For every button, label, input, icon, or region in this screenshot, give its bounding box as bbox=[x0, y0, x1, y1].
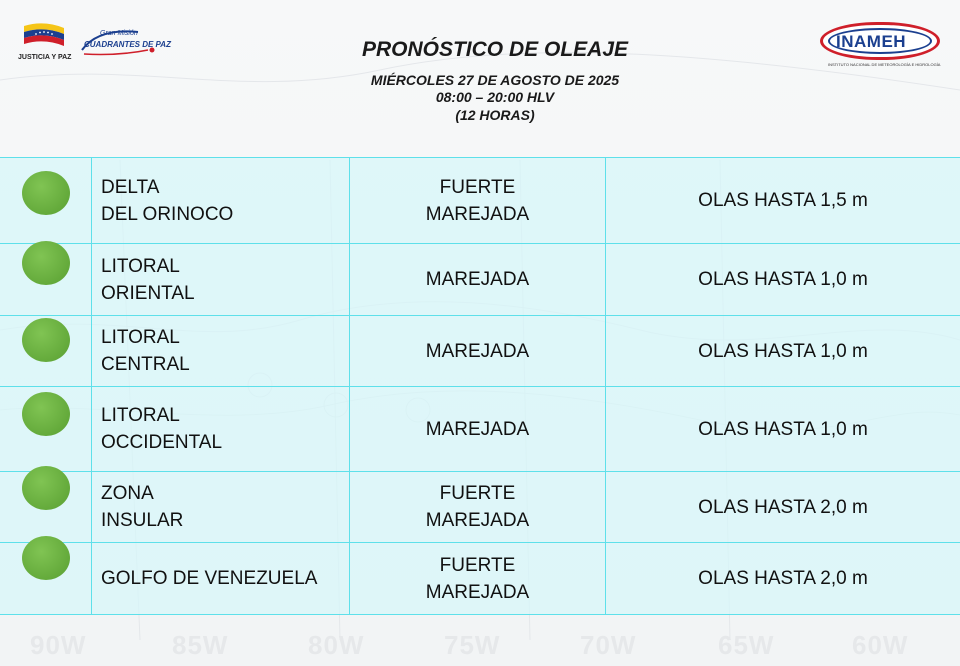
status-cell bbox=[0, 543, 92, 615]
lon-label: 80W bbox=[308, 630, 365, 660]
table-row bbox=[0, 543, 960, 615]
sea-condition: MAREJADA bbox=[425, 269, 530, 290]
wave-height: OLAS HASTA 1,0 m bbox=[698, 269, 868, 290]
condition-cell bbox=[350, 543, 606, 615]
zone-name: DELTA DEL ORINOCO bbox=[101, 176, 234, 225]
table-row bbox=[0, 157, 960, 244]
inameh-caption: INSTITUTO NACIONAL DE METEOROLOGÍA E HIDROLOGÍA bbox=[828, 62, 941, 67]
lon-label: 60W bbox=[852, 630, 909, 660]
table-row bbox=[0, 387, 960, 472]
lon-label: 90W bbox=[30, 630, 87, 660]
inameh-wordmark: INAMEH bbox=[836, 32, 907, 51]
zone-cell bbox=[92, 543, 350, 615]
lon-label: 85W bbox=[172, 630, 229, 660]
sea-condition: FUERTE MAREJADA bbox=[425, 176, 530, 225]
wave-height: OLAS HASTA 1,0 m bbox=[698, 340, 868, 362]
condition-cell bbox=[350, 316, 606, 387]
wave-height: OLAS HASTA 2,0 m bbox=[698, 568, 868, 589]
forecast-date: MIÉRCOLES 27 DE AGOSTO DE 2025 bbox=[370, 72, 620, 88]
zone-name: GOLFO DE VENEZUELA bbox=[101, 568, 318, 589]
table-row bbox=[0, 472, 960, 543]
waves-cell bbox=[606, 387, 960, 472]
lon-label: 65W bbox=[718, 630, 775, 660]
sea-condition: FUERTE MAREJADA bbox=[425, 554, 530, 603]
condition-cell bbox=[350, 157, 606, 244]
gm-line1: Gran Misión bbox=[100, 30, 138, 37]
waves-cell bbox=[606, 472, 960, 543]
waves-cell bbox=[606, 316, 960, 387]
status-dot-icon bbox=[22, 318, 70, 362]
sea-condition: MAREJADA bbox=[425, 340, 530, 362]
status-cell bbox=[0, 157, 92, 244]
lon-label: 70W bbox=[580, 630, 637, 660]
justicia-y-paz-caption: JUSTICIA Y PAZ bbox=[18, 54, 72, 61]
status-dot-icon bbox=[22, 241, 70, 285]
status-cell bbox=[0, 316, 92, 387]
status-cell bbox=[0, 387, 92, 472]
condition-cell bbox=[350, 244, 606, 316]
waves-cell bbox=[606, 157, 960, 244]
gm-line2: CUADRANTES DE PAZ bbox=[84, 40, 171, 49]
forecast-table bbox=[0, 157, 960, 615]
zone-name: LITORAL ORIENTAL bbox=[101, 255, 195, 304]
sea-condition: FUERTE MAREJADA bbox=[425, 483, 530, 531]
wave-height: OLAS HASTA 1,0 m bbox=[698, 418, 868, 440]
forecast-duration: (12 HORAS) bbox=[455, 107, 535, 123]
sea-condition: MAREJADA bbox=[425, 418, 530, 440]
status-cell bbox=[0, 244, 92, 316]
lon-label: 75W bbox=[444, 630, 501, 660]
status-cell bbox=[0, 472, 92, 543]
status-dot-icon bbox=[22, 466, 70, 510]
table-row bbox=[0, 244, 960, 316]
inameh-logo bbox=[814, 20, 944, 66]
zone-cell bbox=[92, 472, 350, 543]
header bbox=[0, 0, 960, 150]
table-row bbox=[0, 316, 960, 387]
condition-cell bbox=[350, 472, 606, 543]
zone-name: LITORAL OCCIDENTAL bbox=[101, 405, 223, 453]
zone-name: LITORAL CENTRAL bbox=[101, 327, 190, 375]
status-dot-icon bbox=[22, 171, 70, 215]
wave-height: OLAS HASTA 1,5 m bbox=[698, 190, 868, 211]
condition-cell bbox=[350, 387, 606, 472]
zone-cell bbox=[92, 316, 350, 387]
status-dot-icon bbox=[22, 536, 70, 580]
zone-name: ZONA INSULAR bbox=[101, 483, 184, 531]
zone-cell bbox=[92, 244, 350, 316]
forecast-time-range: 08:00 – 20:00 HLV bbox=[435, 89, 555, 105]
waves-cell bbox=[606, 543, 960, 615]
wave-height: OLAS HASTA 2,0 m bbox=[698, 496, 868, 518]
page-title: PRONÓSTICO DE OLEAJE bbox=[361, 38, 629, 61]
zone-cell bbox=[92, 387, 350, 472]
waves-cell bbox=[606, 244, 960, 316]
zone-cell bbox=[92, 157, 350, 244]
status-dot-icon bbox=[22, 392, 70, 436]
